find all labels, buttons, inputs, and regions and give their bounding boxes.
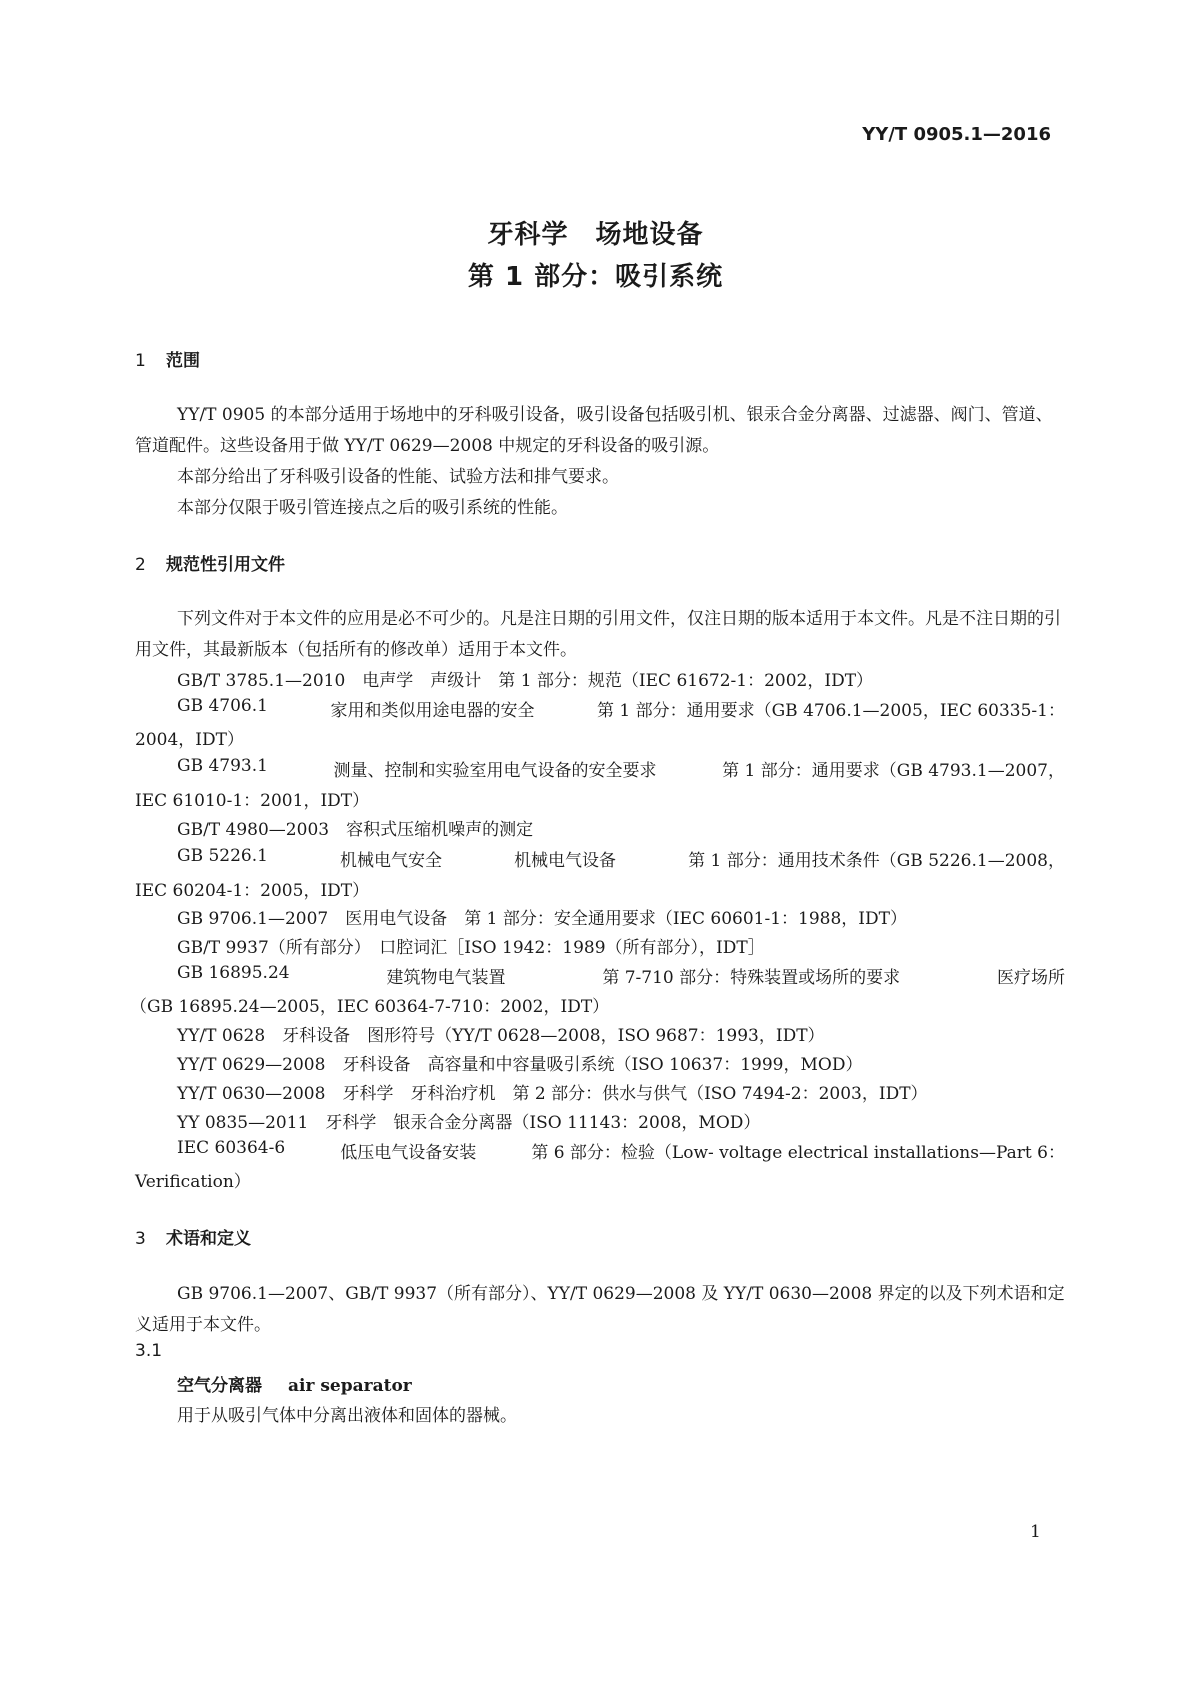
- reference-code: IEC 60364-6: [177, 1138, 286, 1158]
- section-number: 1: [135, 351, 146, 371]
- reference-item: [177, 1138, 1065, 1163]
- document-title-line2: 第 1 部分：吸引系统: [467, 262, 724, 292]
- section-title: 范围: [166, 351, 200, 371]
- reference-item: YY/T 0628 牙科设备 图形符号（YY/T 0628—2008，ISO 9687：1993，IDT）: [177, 1026, 825, 1046]
- reference-detail: 第 1 部分：通用要求（GB 4706.1—2005，IEC 60335-1：: [596, 701, 1065, 721]
- section-number: 3: [135, 1229, 146, 1249]
- section-1-paragraph-1: YY/T 0905 的本部分适用于场地中的牙科吸引设备，吸引设备包括吸引机、银汞合金分离器、过滤器、阀门、管道、管道配件。这些设备用于做 YY/T 0629—2008 中规定的牙科设备的吸引源。: [135, 405, 1053, 456]
- reference-item: GB/T 9937（所有部分） 口腔词汇［ISO 1942：1989（所有部分），IDT］: [177, 938, 765, 958]
- reference-title: 建筑物电气装置: [386, 968, 506, 988]
- reference-item: GB 9706.1—2007 医用电气设备 第 1 部分：安全通用要求（IEC 60601-1：1988，IDT）: [177, 909, 907, 929]
- reference-detail: 第 1 部分：通用要求（GB 4793.1—2007，: [722, 761, 1065, 781]
- section-1-heading: [135, 346, 200, 371]
- document-id: YY/T 0905.1—2016: [862, 124, 1051, 145]
- section-title: 规范性引用文件: [166, 555, 285, 575]
- reference-item: GB/T 4980—2003 容积式压缩机噪声的测定: [177, 820, 534, 840]
- reference-item-continuation: IEC 61010-1：2001，IDT）: [135, 791, 370, 811]
- page-number: 1: [1030, 1522, 1041, 1542]
- term-number: 3.1: [135, 1341, 163, 1361]
- section-title: 术语和定义: [166, 1229, 251, 1249]
- reference-title: 家用和类似用途电器的安全: [330, 701, 535, 721]
- reference-detail: 第 1 部分：通用技术条件（GB 5226.1—2008，: [688, 851, 1065, 871]
- section-number: 2: [135, 555, 146, 575]
- section-2-intro: 下列文件对于本文件的应用是必不可少的。凡是注日期的引用文件，仅注日期的版本适用于本文件。凡是不注日期的引用文件，其最新版本（包括所有的修改单）适用于本文件。: [135, 609, 1061, 660]
- section-1-paragraph-3: 本部分仅限于吸引管连接点之后的吸引系统的性能。: [177, 498, 568, 518]
- reference-item: YY/T 0630—2008 牙科学 牙科治疗机 第 2 部分：供水与供气（ISO 7494-2：2003，IDT）: [177, 1084, 928, 1104]
- reference-title: 低压电气设备安装: [340, 1143, 477, 1163]
- reference-code: GB 5226.1: [177, 846, 268, 866]
- reference-item-continuation: IEC 60204-1：2005，IDT）: [135, 881, 370, 901]
- reference-item-continuation: Verification）: [135, 1172, 251, 1192]
- section-3-heading: [135, 1224, 251, 1249]
- section-3-intro: GB 9706.1—2007、GB/T 9937（所有部分）、YY/T 0629—2008 及 YY/T 0630—2008 界定的以及下列术语和定义适用于本文件。: [135, 1284, 1065, 1335]
- reference-code: GB 16895.24: [177, 963, 290, 983]
- section-2-heading: [135, 550, 285, 575]
- section-1-paragraph-2: 本部分给出了牙科吸引设备的性能、试验方法和排气要求。: [177, 467, 619, 487]
- reference-item-continuation: （GB 16895.24—2005，IEC 60364-7-710：2002，IDT）: [130, 997, 610, 1017]
- document-title-line1: 牙科学 场地设备: [487, 220, 704, 250]
- reference-item: YY 0835—2011 牙科学 银汞合金分离器（ISO 11143：2008，MOD）: [177, 1113, 761, 1133]
- reference-title: 机械电气设备: [514, 851, 617, 871]
- term-english: air separator: [288, 1376, 412, 1396]
- term-definition: 用于从吸引气体中分离出液体和固体的器械。: [177, 1406, 517, 1426]
- reference-code: GB 4706.1: [177, 696, 268, 716]
- reference-item: [177, 846, 1065, 871]
- reference-detail: 第 7-710 部分：特殊装置或场所的要求: [602, 968, 901, 988]
- term-chinese: 空气分离器: [177, 1376, 262, 1396]
- reference-item: YY/T 0629—2008 牙科设备 高容量和中容量吸引系统（ISO 10637：1999，MOD）: [177, 1055, 863, 1075]
- reference-item: [177, 696, 1065, 721]
- reference-item: [177, 756, 1065, 781]
- reference-item-continuation: 2004，IDT）: [135, 730, 244, 750]
- reference-detail: 医疗场所: [997, 968, 1065, 988]
- reference-item: GB/T 3785.1—2010 电声学 声级计 第 1 部分：规范（IEC 61672-1：2002，IDT）: [177, 671, 874, 691]
- reference-item: [177, 963, 1065, 988]
- term-heading: [177, 1371, 412, 1396]
- reference-title: 测量、控制和实验室用电气设备的安全要求: [333, 761, 657, 781]
- reference-title: 机械电气安全: [340, 851, 443, 871]
- reference-detail: 第 6 部分：检验（Low- voltage electrical installations—Part 6：: [531, 1143, 1065, 1163]
- reference-code: GB 4793.1: [177, 756, 268, 776]
